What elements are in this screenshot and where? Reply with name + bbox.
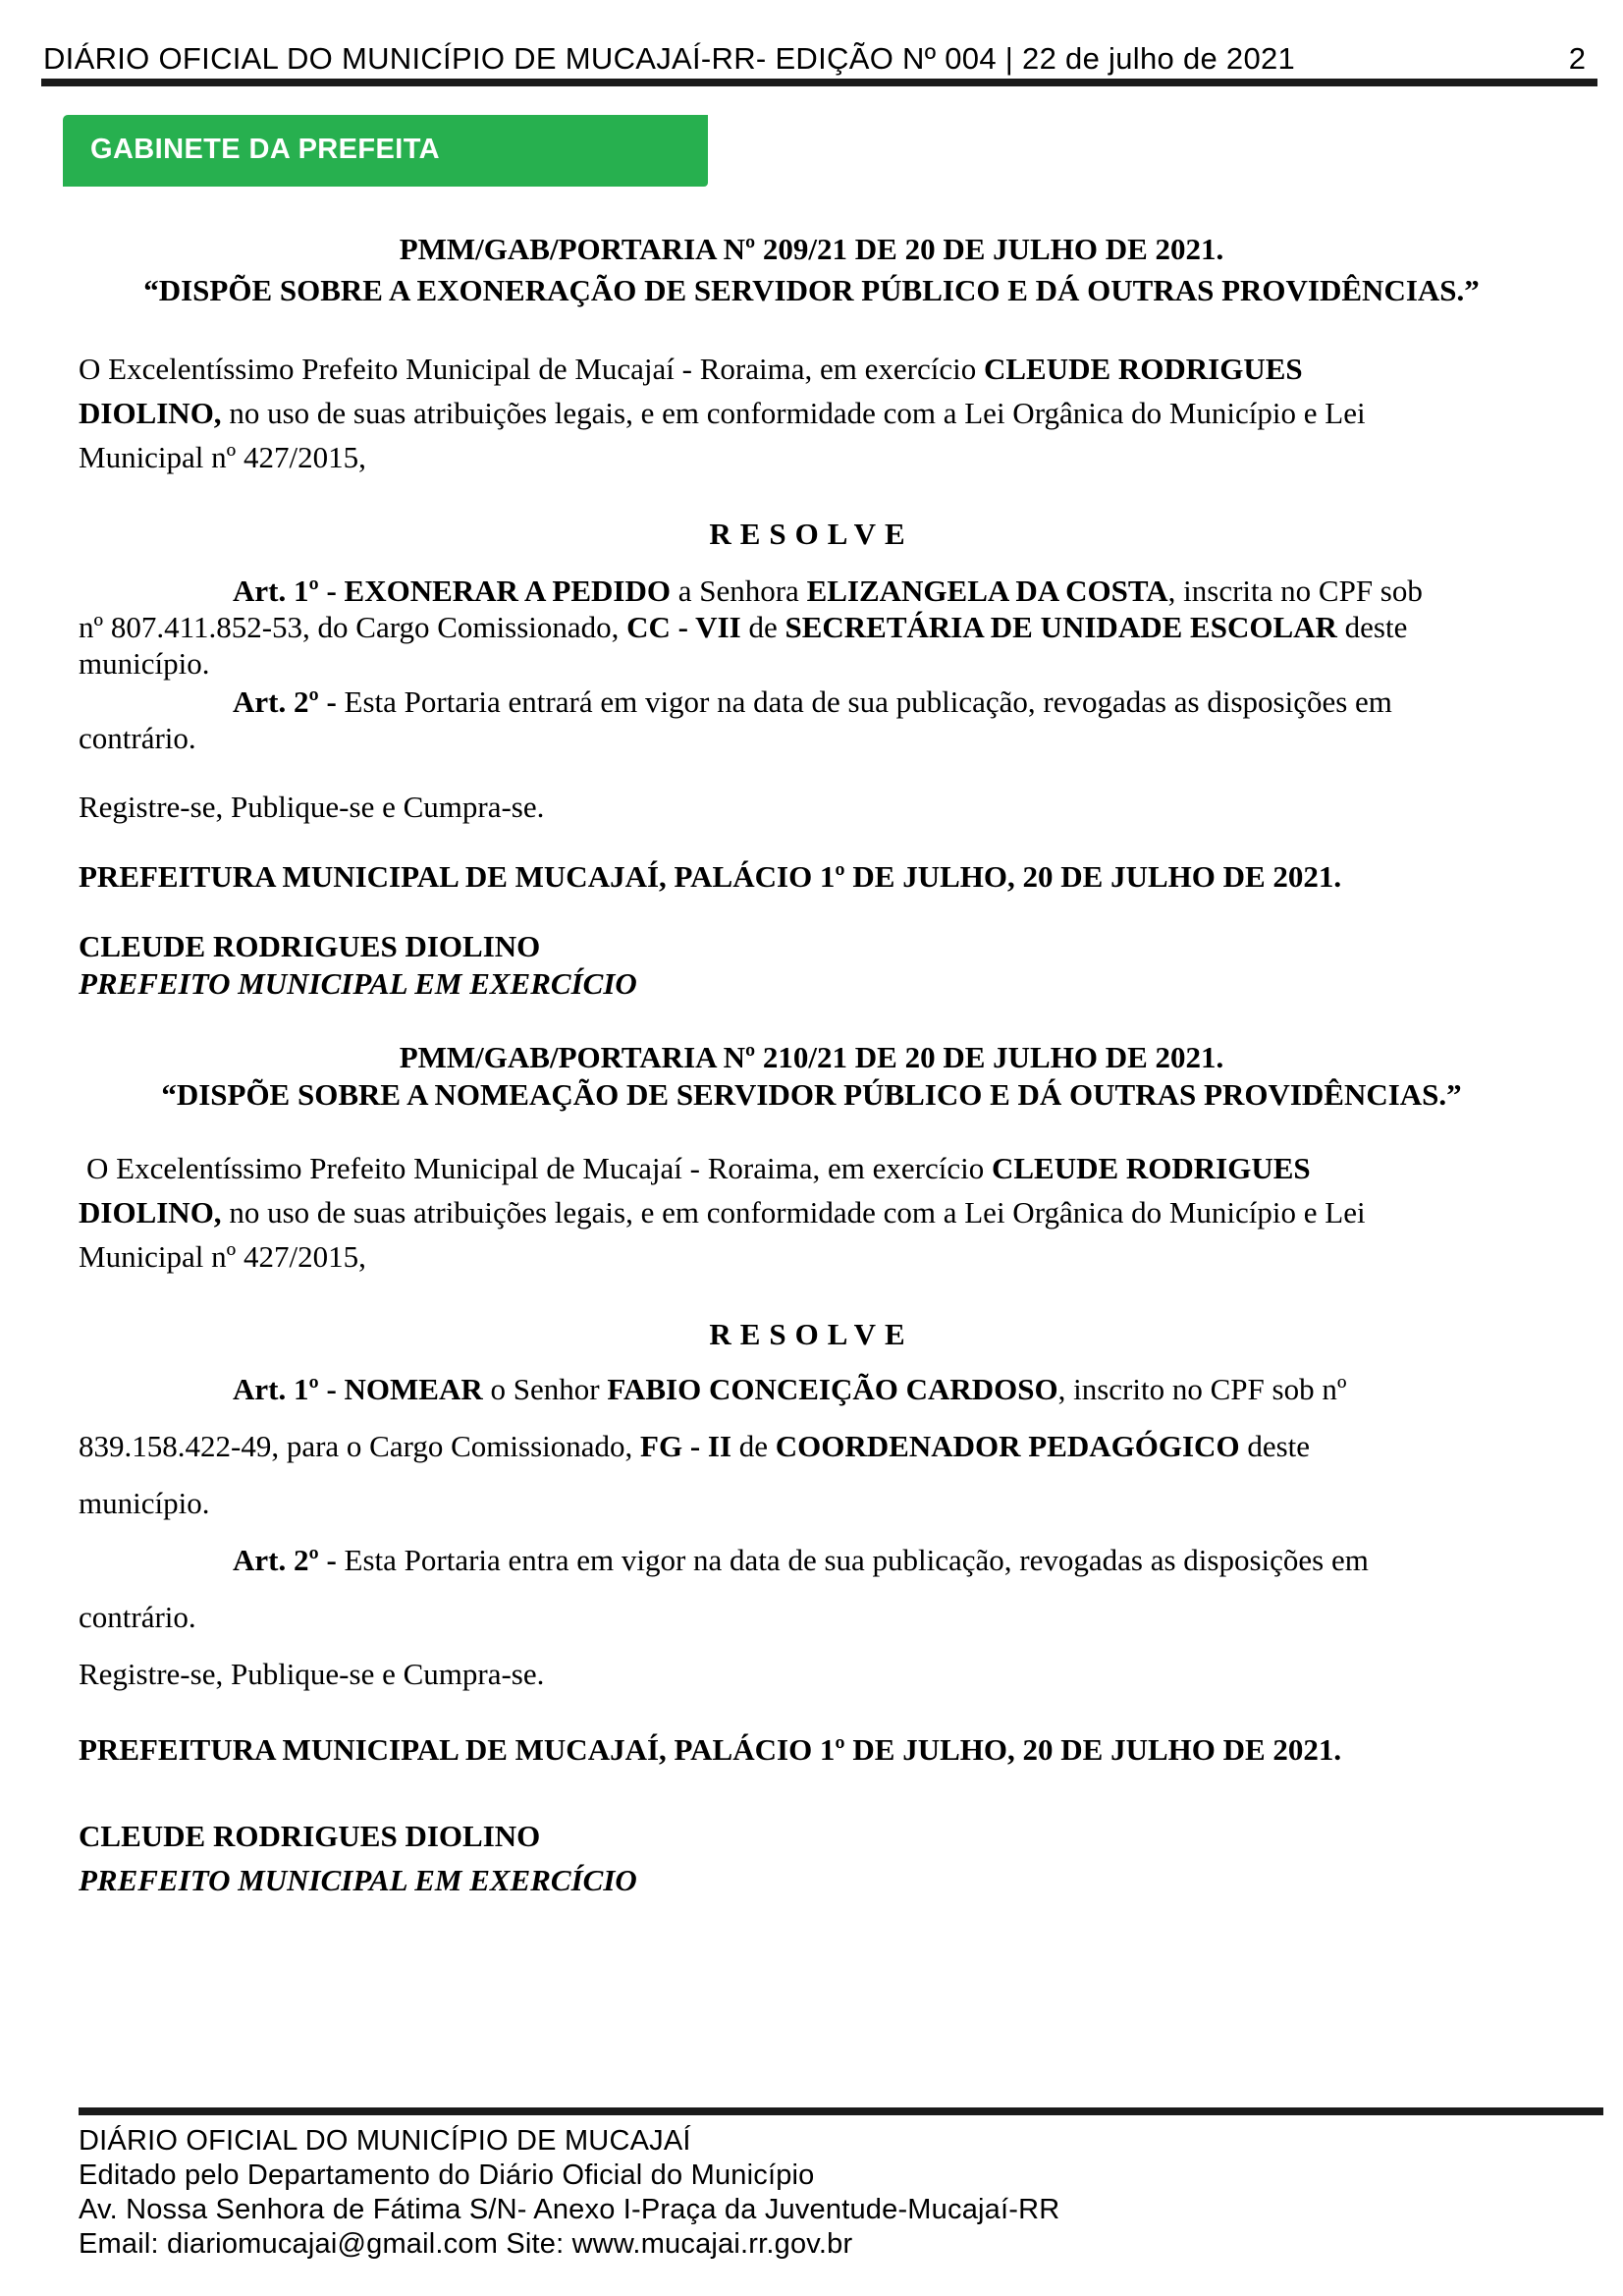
article-label: Art. 2º - [233, 1543, 345, 1577]
position-code: FG - II [640, 1429, 732, 1463]
article-action: NOMEAR [344, 1372, 483, 1406]
intro-text: no uso de suas atribuições legais, e em conformidade com a Lei Orgânica do Município e Lei [221, 1195, 1366, 1230]
signer-name: CLEUDE RODRIGUES DIOLINO [79, 1819, 541, 1853]
article-2-line: contrário. [79, 1600, 196, 1634]
article-text: a Senhora [670, 574, 807, 608]
article-text: de [740, 610, 785, 644]
closing-text: Registre-se, Publique-se e Cumpra-se. [79, 1657, 545, 1691]
article-text: Esta Portaria entrará em vigor na data de sua publicação, revogadas as disposições em [344, 684, 1392, 719]
article-text: Esta Portaria entra em vigor na data de sua publicação, revogadas as disposições em [344, 1543, 1369, 1577]
footer-address: Av. Nossa Senhora de Fátima S/N- Anexo I-Praça da Juventude-Mucajaí-RR [79, 2194, 1060, 2225]
position-role: SECRETÁRIA DE UNIDADE ESCOLAR [784, 610, 1337, 644]
intro-line: Municipal nº 427/2015, [79, 1239, 366, 1274]
footer-divider [79, 2107, 1603, 2115]
article-1-line [79, 610, 1407, 645]
article-text: 839.158.422-49, para o Cargo Comissionado, [79, 1429, 641, 1463]
page-number: 2 [1568, 41, 1586, 76]
article-1-line [79, 1429, 1310, 1464]
article-2-line [233, 684, 1392, 720]
position-role: COORDENADOR PEDAGÓGICO [775, 1429, 1240, 1463]
intro-text: O Excelentíssimo Prefeito Municipal de Mucajaí - Roraima, em exercício [79, 352, 984, 386]
footer-contact: Email: diariomucajai@gmail.com Site: www.mucajai.rr.gov.br [79, 2228, 853, 2260]
article-1-line: município. [79, 1486, 210, 1520]
resolve-heading: RESOLVE [709, 517, 914, 551]
position-code: CC - VII [626, 610, 741, 644]
article-text: nº 807.411.852-53, do Cargo Comissionado, [79, 610, 627, 644]
page-header [41, 37, 1597, 81]
footer-editor: Editado pelo Departamento do Diário Oficial do Município [79, 2159, 815, 2191]
intro-line [79, 396, 1366, 431]
portaria-subtitle: “DISPÕE SOBRE A NOMEAÇÃO DE SERVIDOR PÚBLICO E DÁ OUTRAS PROVIDÊNCIAS.” [161, 1077, 1462, 1112]
servant-name: ELIZANGELA DA COSTA [806, 574, 1168, 608]
article-text: de [731, 1429, 776, 1463]
article-label: Art. 2º - [233, 684, 345, 719]
intro-mayor-name: CLEUDE RODRIGUES [983, 352, 1303, 386]
article-text: o Senhor [482, 1372, 608, 1406]
article-1-line: município. [79, 646, 210, 681]
article-text: deste [1336, 610, 1408, 644]
article-2-line: contrário. [79, 721, 196, 755]
place-date: PREFEITURA MUNICIPAL DE MUCAJAÍ, PALÁCIO 1º DE JULHO, 20 DE JULHO DE 2021. [79, 1732, 1342, 1767]
article-label: Art. 1º - [233, 574, 345, 608]
intro-mayor-name: DIOLINO, [79, 396, 222, 430]
header-title: DIÁRIO OFICIAL DO MUNICÍPIO DE MUCAJAÍ-RR- EDIÇÃO Nº 004 | 22 de julho de 2021 [43, 41, 1296, 76]
section-tab-label: GABINETE DA PREFEITA [90, 134, 441, 165]
portaria-title: PMM/GAB/PORTARIA Nº 209/21 DE 20 DE JULHO DE 2021. [399, 232, 1224, 266]
servant-name: FABIO CONCEIÇÃO CARDOSO [607, 1372, 1058, 1406]
article-1-line [233, 1372, 1346, 1407]
article-text: deste [1239, 1429, 1311, 1463]
signer-title: PREFEITO MUNICIPAL EM EXERCÍCIO [79, 1863, 637, 1897]
signer-name: CLEUDE RODRIGUES DIOLINO [79, 929, 541, 963]
header-divider [41, 79, 1597, 86]
place-date: PREFEITURA MUNICIPAL DE MUCAJAÍ, PALÁCIO 1º DE JULHO, 20 DE JULHO DE 2021. [79, 859, 1342, 894]
article-text: , inscrito no CPF sob nº [1057, 1372, 1347, 1406]
intro-line [79, 1195, 1366, 1230]
intro-line [79, 352, 1303, 387]
article-1-line [233, 574, 1423, 609]
footer-publication: DIÁRIO OFICIAL DO MUNICÍPIO DE MUCAJAÍ [79, 2125, 691, 2157]
intro-mayor-name: DIOLINO, [79, 1195, 222, 1230]
intro-text: no uso de suas atribuições legais, e em conformidade com a Lei Orgânica do Município e Lei [221, 396, 1366, 430]
closing-text: Registre-se, Publique-se e Cumpra-se. [79, 790, 545, 824]
portaria-subtitle: “DISPÕE SOBRE A EXONERAÇÃO DE SERVIDOR PÚBLICO E DÁ OUTRAS PROVIDÊNCIAS.” [143, 273, 1480, 307]
signer-title: PREFEITO MUNICIPAL EM EXERCÍCIO [79, 966, 637, 1001]
article-label: Art. 1º - [233, 1372, 345, 1406]
intro-line [86, 1151, 1311, 1186]
article-action: EXONERAR A PEDIDO [344, 574, 671, 608]
section-tab [63, 115, 708, 187]
intro-text: O Excelentíssimo Prefeito Municipal de Mucajaí - Roraima, em exercício [86, 1151, 992, 1185]
intro-mayor-name: CLEUDE RODRIGUES [991, 1151, 1311, 1185]
portaria-title: PMM/GAB/PORTARIA Nº 210/21 DE 20 DE JULHO DE 2021. [399, 1040, 1224, 1074]
intro-line: Municipal nº 427/2015, [79, 440, 366, 474]
resolve-heading: RESOLVE [709, 1317, 914, 1351]
article-text: , inscrita no CPF sob [1167, 574, 1423, 608]
article-2-line [233, 1543, 1369, 1578]
